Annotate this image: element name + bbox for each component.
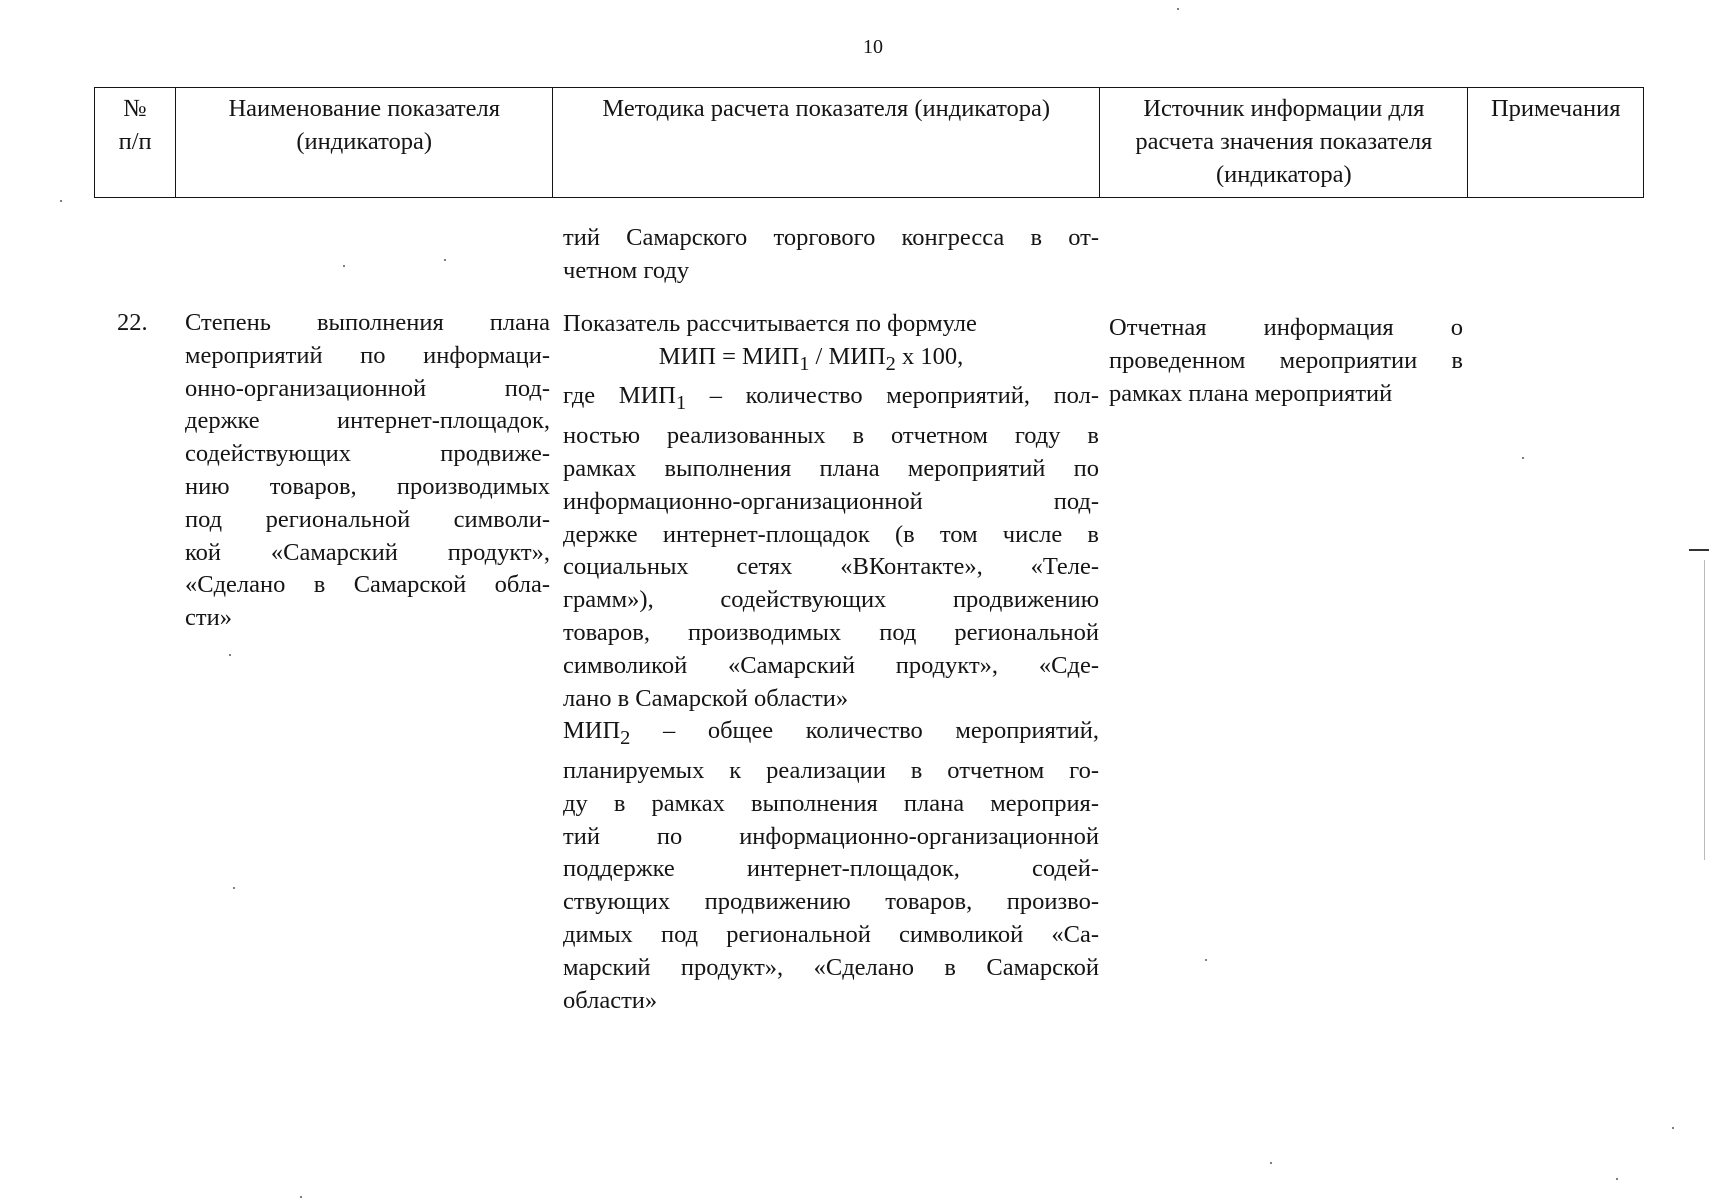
header-information-source-line: Источник информации для [1143,95,1425,122]
method-line [563,715,1099,755]
header-indicator-name [176,88,553,198]
method-intro: Показатель рассчитывается по формуле [563,310,977,337]
formula-part: МИП = МИП [658,342,800,370]
header-indicator-name-line: (индикатора) [296,128,433,155]
method-line-text: где МИП [563,382,676,410]
indicator-name-line: под региональной символи- [185,505,550,533]
source-line: рамках плана мероприятий [1109,379,1393,407]
indicator-name-line: кой «Самарский продукт», [185,538,550,566]
source-line: проведенном мероприятии в [1109,346,1463,374]
method-line [563,617,1099,650]
formula-part: / МИП [809,342,886,370]
header-information-source-line: расчета значения показателя [1135,128,1433,155]
method-line-text: держке интернет-площадок (в том числе в [563,520,1099,548]
information-source [1109,312,1463,410]
method-line-subscript: 1 [675,392,687,415]
method-line [563,919,1099,952]
formula-subscript: 1 [799,352,810,375]
method-line-text: информационно-организационной под- [563,487,1099,515]
row-number: 22. [117,309,148,336]
scan-speck [444,259,446,261]
method-line [563,821,1099,854]
formula-subscript: 2 [885,352,896,375]
scan-speck [229,654,231,656]
method-line-text: социальных сетях «ВКонтакте», «Теле- [563,553,1099,581]
method-line [563,486,1099,519]
continuation-line: четном году [563,256,690,284]
indicator-name-line: держке интернет-площадок, [185,407,550,435]
scan-speck [1270,1162,1272,1164]
scan-speck [233,887,235,889]
previous-row-continuation [563,222,1099,288]
scan-speck [1205,959,1207,961]
formula [563,341,1099,381]
method-line-text: МИП [563,717,621,745]
method-line-text: – общее количество мероприятий, [630,717,1099,745]
method-line-text: планируемых к реализации в отчетном го- [563,757,1099,785]
formula-part: x 100, [895,342,964,370]
method-line [563,853,1099,886]
header-indicator-name-line: Наименование показателя [228,95,500,122]
method-line-text: марский продукт», «Сделано в Самарской [563,953,1099,981]
continuation-line: тий Самарского торгового конгресса в от- [563,224,1099,251]
method-definition-mip2 [563,715,1099,1017]
method-line-text: тий по информационно-организационной [563,822,1099,850]
method-line [563,420,1099,453]
method-line-text: ду в рамках выполнения плана мероприя- [563,789,1099,817]
scan-edge-line [1704,560,1705,860]
scan-speck [1177,8,1179,10]
indicator-name-line: «Сделано в Самарской обла- [185,571,550,599]
method-line-text: ствующих продвижению товаров, произво- [563,888,1099,916]
indicator-name-line: онно-организационной под- [185,374,550,402]
method-line [563,584,1099,617]
indicator-name-line: сти» [185,604,232,632]
header-notes-line: Примечания [1490,95,1621,122]
method-line-text: символикой «Самарский продукт», «Сде- [563,651,1099,679]
method-definition-mip1 [563,380,1099,715]
method-line [563,551,1099,584]
calculation-method [563,308,1099,1017]
method-line-text: области» [563,986,658,1014]
source-line: Отчетная информация о [1109,314,1463,341]
method-line [563,886,1099,919]
method-line [563,453,1099,486]
method-line-text: рамках выполнения плана мероприятий по [563,454,1099,482]
method-line [563,519,1099,552]
method-line-text: димых под региональной символикой «Са- [563,921,1099,949]
method-line [563,755,1099,788]
method-line-text: ностью реализованных в отчетном году в [563,422,1099,450]
scan-speck [343,265,345,267]
scan-speck [60,200,62,202]
scan-speck [1616,1178,1618,1180]
indicator-name-line: Степень выполнения плана [185,309,550,336]
method-line-text: грамм»), содействующих продвижению [563,586,1099,614]
header-number [95,88,176,198]
header-calculation-method [553,88,1100,198]
method-line-subscript: 2 [620,727,631,750]
scan-speck [1672,1127,1674,1129]
method-line [563,788,1099,821]
method-line-text: товаров, производимых под региональной [563,618,1099,646]
indicator-name-line: содействующих продвиже- [185,440,550,468]
page-number: 10 [863,36,883,58]
indicator-name [185,307,550,635]
header-notes [1468,88,1644,198]
indicator-table-header [94,87,1644,198]
header-number-line: п/п [118,128,152,155]
scan-edge-mark [1689,549,1709,551]
indicator-name-line: нию товаров, производимых [185,472,550,500]
indicator-name-line: мероприятий по информаци- [185,341,550,369]
header-number-line: № [123,95,147,122]
header-information-source-line: (индикатора) [1216,161,1352,188]
method-line-text: лано в Самарской области» [563,684,849,712]
header-information-source [1100,88,1468,198]
method-line [563,952,1099,985]
header-calculation-method-line: Методика расчета показателя (индикатора) [602,95,1050,122]
scan-speck [1522,457,1524,459]
method-line [563,985,1099,1018]
method-line [563,380,1099,420]
method-line [563,650,1099,683]
method-line-text: поддержке интернет-площадок, содей- [563,855,1099,883]
method-line-text: – количество мероприятий, пол- [686,382,1099,410]
scan-speck [300,1196,302,1198]
method-line [563,683,1099,716]
